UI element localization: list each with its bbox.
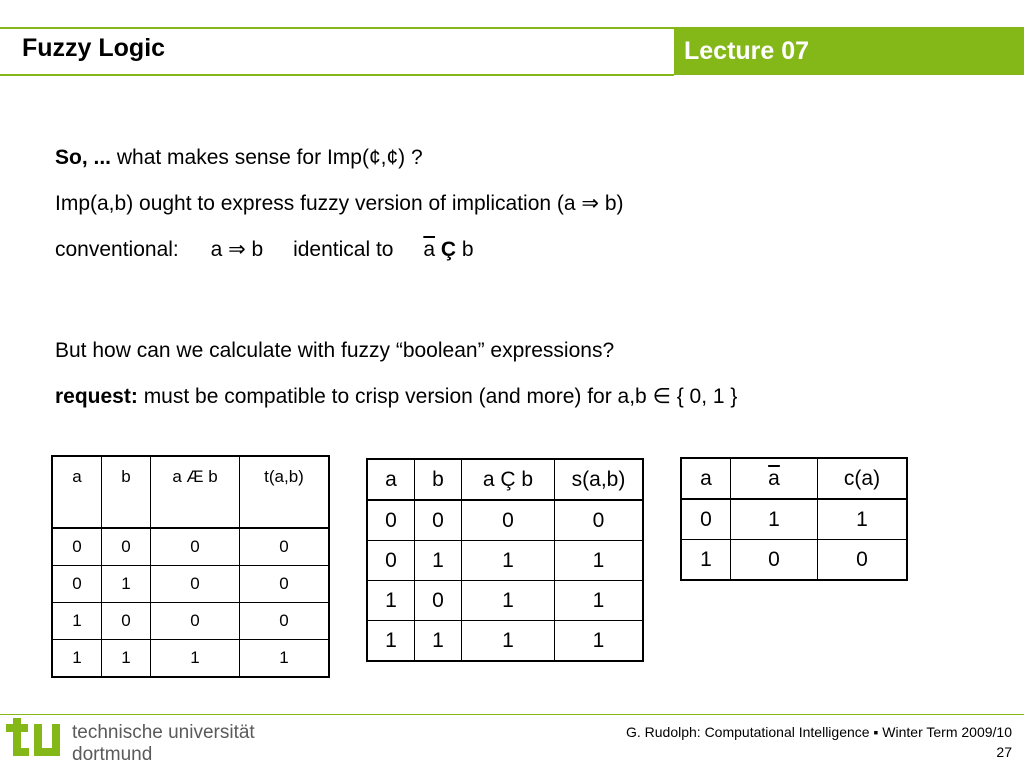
content-line-5 <box>55 384 737 409</box>
header-cell: a Ç b <box>462 459 555 500</box>
table-cell: 0 <box>240 603 330 640</box>
content-line-1 <box>55 146 423 170</box>
table-row <box>367 621 643 662</box>
table-row <box>52 603 329 640</box>
table-cell: 1 <box>555 621 644 662</box>
page-number: 27 <box>996 744 1012 760</box>
and-truth-table <box>51 455 330 678</box>
table-row <box>52 640 329 678</box>
table-cell: 0 <box>731 540 818 581</box>
table-cell: 0 <box>52 528 102 566</box>
table-row <box>681 540 907 581</box>
table-cell: 1 <box>731 499 818 540</box>
request-label: request: <box>55 385 138 408</box>
equivalent-expr <box>423 238 473 261</box>
table-cell: 1 <box>462 621 555 662</box>
table-cell: 1 <box>240 640 330 678</box>
table-cell: 1 <box>415 541 462 581</box>
table-row <box>367 541 643 581</box>
table-cell: 1 <box>151 640 240 678</box>
table-cell: 0 <box>240 566 330 603</box>
table-header-row <box>52 456 329 528</box>
table-cell: 0 <box>151 528 240 566</box>
table-cell: 1 <box>102 566 151 603</box>
table-header-row <box>681 458 907 499</box>
header-cell: c(a) <box>818 458 908 499</box>
slide-title: Fuzzy Logic <box>22 34 166 62</box>
header-cell: a <box>681 458 731 499</box>
content-line-4: But how can we calculate with fuzzy “boolean” expressions? <box>55 339 615 362</box>
table-cell: 1 <box>818 499 908 540</box>
header-cell: t(a,b) <box>240 456 330 528</box>
table-cell: 0 <box>102 603 151 640</box>
conventional-label: conventional: <box>55 238 179 261</box>
footer-credit <box>626 722 1012 762</box>
lecture-badge <box>674 29 1024 75</box>
university-name <box>72 722 255 766</box>
negated-a-header: $\overline{a}$ <box>768 466 780 490</box>
table-cell: 0 <box>818 540 908 581</box>
b-var: b <box>461 238 474 261</box>
table-cell: 1 <box>555 581 644 621</box>
or-truth-table <box>366 458 644 662</box>
table-cell: 1 <box>52 603 102 640</box>
table-cell: 1 <box>681 540 731 581</box>
table-row <box>681 499 907 540</box>
table-header-row <box>367 459 643 500</box>
header-cell: a <box>367 459 415 500</box>
table-cell: 1 <box>52 640 102 678</box>
table-cell: 1 <box>462 541 555 581</box>
content-line-2: Imp(a,b) ought to express fuzzy version of implication (a ⇒ b) <box>55 192 624 215</box>
table-cell: 1 <box>415 621 462 662</box>
header-cell: s(a,b) <box>555 459 644 500</box>
table-row <box>52 566 329 603</box>
header-cell <box>731 458 818 499</box>
table-cell: 1 <box>462 581 555 621</box>
table-cell: 0 <box>151 566 240 603</box>
or-symbol: Ç <box>435 238 462 261</box>
header-underline <box>0 74 674 76</box>
table-cell: 0 <box>367 541 415 581</box>
so-label: So, ... <box>55 146 112 169</box>
implication-expr: a ⇒ b <box>210 238 264 261</box>
university-line-2: dortmund <box>72 744 153 765</box>
table-cell: 0 <box>102 528 151 566</box>
table-cell: 0 <box>151 603 240 640</box>
not-truth-table <box>680 457 908 581</box>
tu-logo-icon <box>6 718 68 764</box>
table-cell: 1 <box>367 621 415 662</box>
table-row <box>52 528 329 566</box>
table-cell: 1 <box>555 541 644 581</box>
table-cell: 0 <box>681 499 731 540</box>
table-cell: 0 <box>555 500 644 541</box>
content-line-3 <box>55 237 474 262</box>
table-row <box>367 581 643 621</box>
table-cell: 0 <box>367 500 415 541</box>
header-cell: a <box>52 456 102 528</box>
university-line-1: technische universität <box>72 722 255 743</box>
header-cell: a Æ b <box>151 456 240 528</box>
request-text: must be compatible to crisp version (and more) for a,b ∈ { 0, 1 } <box>137 385 738 408</box>
question-text: what makes sense for Imp(¢,¢) ? <box>111 146 423 169</box>
negated-a: $\overline{a}$ <box>423 238 436 261</box>
table-cell: 1 <box>102 640 151 678</box>
table-cell: 0 <box>415 500 462 541</box>
table-cell: 1 <box>367 581 415 621</box>
credit-text: G. Rudolph: Computational Intelligence ▪ Winter Term 2009/10 <box>625 724 1012 740</box>
lecture-label: Lecture 07 <box>684 37 810 65</box>
table-cell: 0 <box>240 528 330 566</box>
identical-label: identical to <box>293 238 394 261</box>
table-cell: 0 <box>462 500 555 541</box>
footer-line <box>0 714 1024 715</box>
table-row <box>367 500 643 541</box>
table-cell: 0 <box>415 581 462 621</box>
table-cell: 0 <box>52 566 102 603</box>
header-cell: b <box>102 456 151 528</box>
header-cell: b <box>415 459 462 500</box>
